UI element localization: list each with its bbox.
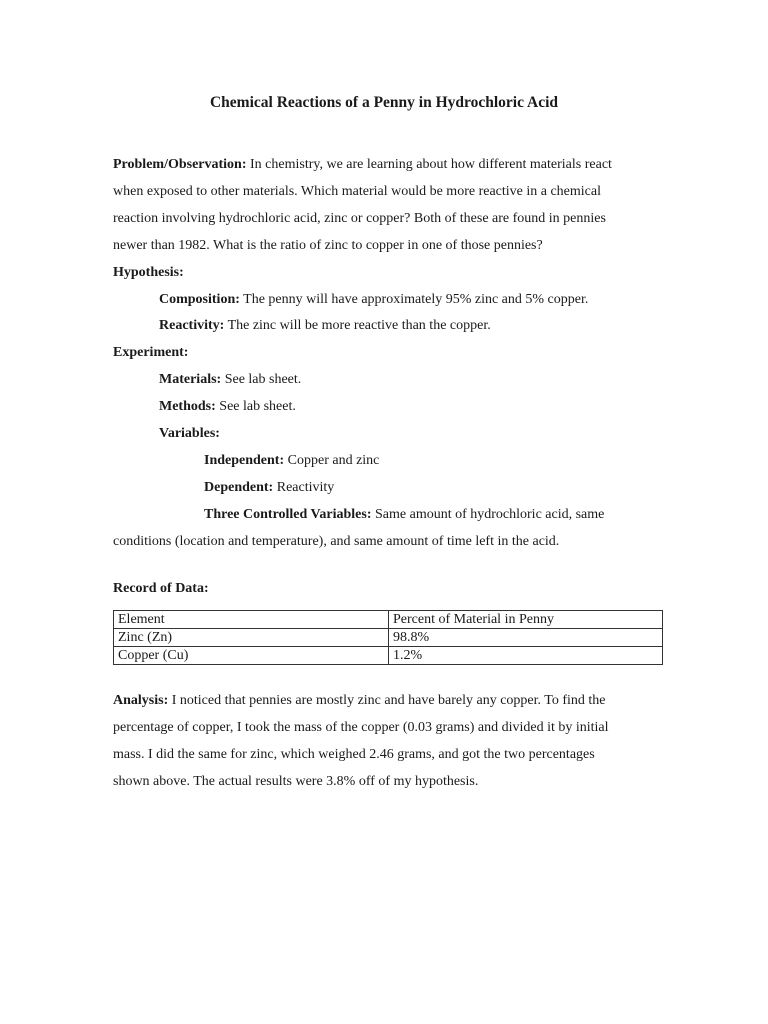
analysis-line-1 [113,688,663,715]
dependent-label: Dependent: [204,479,274,495]
problem-line-1 [113,152,658,179]
composition-label: Composition: [159,291,240,307]
independent-line [113,448,658,475]
table-cell: 1.2% [389,647,663,665]
dependent-line [113,475,658,502]
reactivity-line [113,313,658,340]
analysis-line-4: shown above. The actual results were 3.8% off of my hypothesis. [113,773,479,789]
independent-text: Copper and zinc [287,452,380,468]
composition-text: The penny will have approximately 95% zinc and 5% copper. [243,291,589,307]
reactivity-text: The zinc will be more reactive than the copper. [227,318,491,334]
problem-line-3: reaction involving hydrochloric acid, zinc or copper? Both of these are found in pennies [113,210,606,226]
table-cell: Copper (Cu) [114,647,389,665]
table-header-cell: Element [114,611,389,629]
main-text-block [113,152,658,556]
analysis-line-3: mass. I did the same for zinc, which weighed 2.46 grams, and got the two percentages [113,746,595,762]
document-title: Chemical Reactions of a Penny in Hydrochloric Acid [209,94,559,111]
table-cell: 98.8% [389,629,663,647]
analysis-label: Analysis: [113,693,169,708]
methods-line [113,394,658,421]
table-header-cell: Percent of Material in Penny [389,611,663,629]
materials-line [113,367,658,394]
table-row [114,629,663,647]
controlled-label: Three Controlled Variables: [204,506,372,522]
table-header-row [114,611,663,629]
table-row [114,647,663,665]
problem-line-4: newer than 1982. What is the ratio of zinc to copper in one of those pennies? [113,237,543,253]
reactivity-label: Reactivity: [159,318,225,334]
analysis-line-2: percentage of copper, I took the mass of the copper (0.03 grams) and divided it by initial [113,719,609,735]
table-cell: Zinc (Zn) [114,629,389,647]
dependent-text: Reactivity [276,479,335,495]
record-heading: Record of Data: [113,581,209,596]
variables-label: Variables: [159,426,220,442]
data-table [113,610,663,665]
analysis-text-1: I noticed that pennies are mostly zinc and have barely any copper. To find the [171,693,606,708]
experiment-heading: Experiment: [113,345,189,361]
methods-label: Methods: [159,399,216,415]
composition-line [113,287,658,314]
independent-label: Independent: [204,452,285,468]
controlled-line-1 [113,502,658,529]
controlled-text-1: Same amount of hydrochloric acid, same [375,506,605,522]
materials-label: Materials: [159,372,222,388]
analysis-block [113,688,663,796]
problem-line-2: when exposed to other materials. Which material would be more reactive in a chemical [113,183,601,199]
problem-text-1: In chemistry, we are learning about how different materials react [250,157,612,172]
materials-text: See lab sheet. [224,372,302,388]
controlled-line-2: conditions (location and temperature), and same amount of time left in the acid. [113,533,560,549]
problem-label: Problem/Observation: [113,157,247,172]
methods-text: See lab sheet. [219,399,296,415]
hypothesis-heading: Hypothesis: [113,264,184,280]
